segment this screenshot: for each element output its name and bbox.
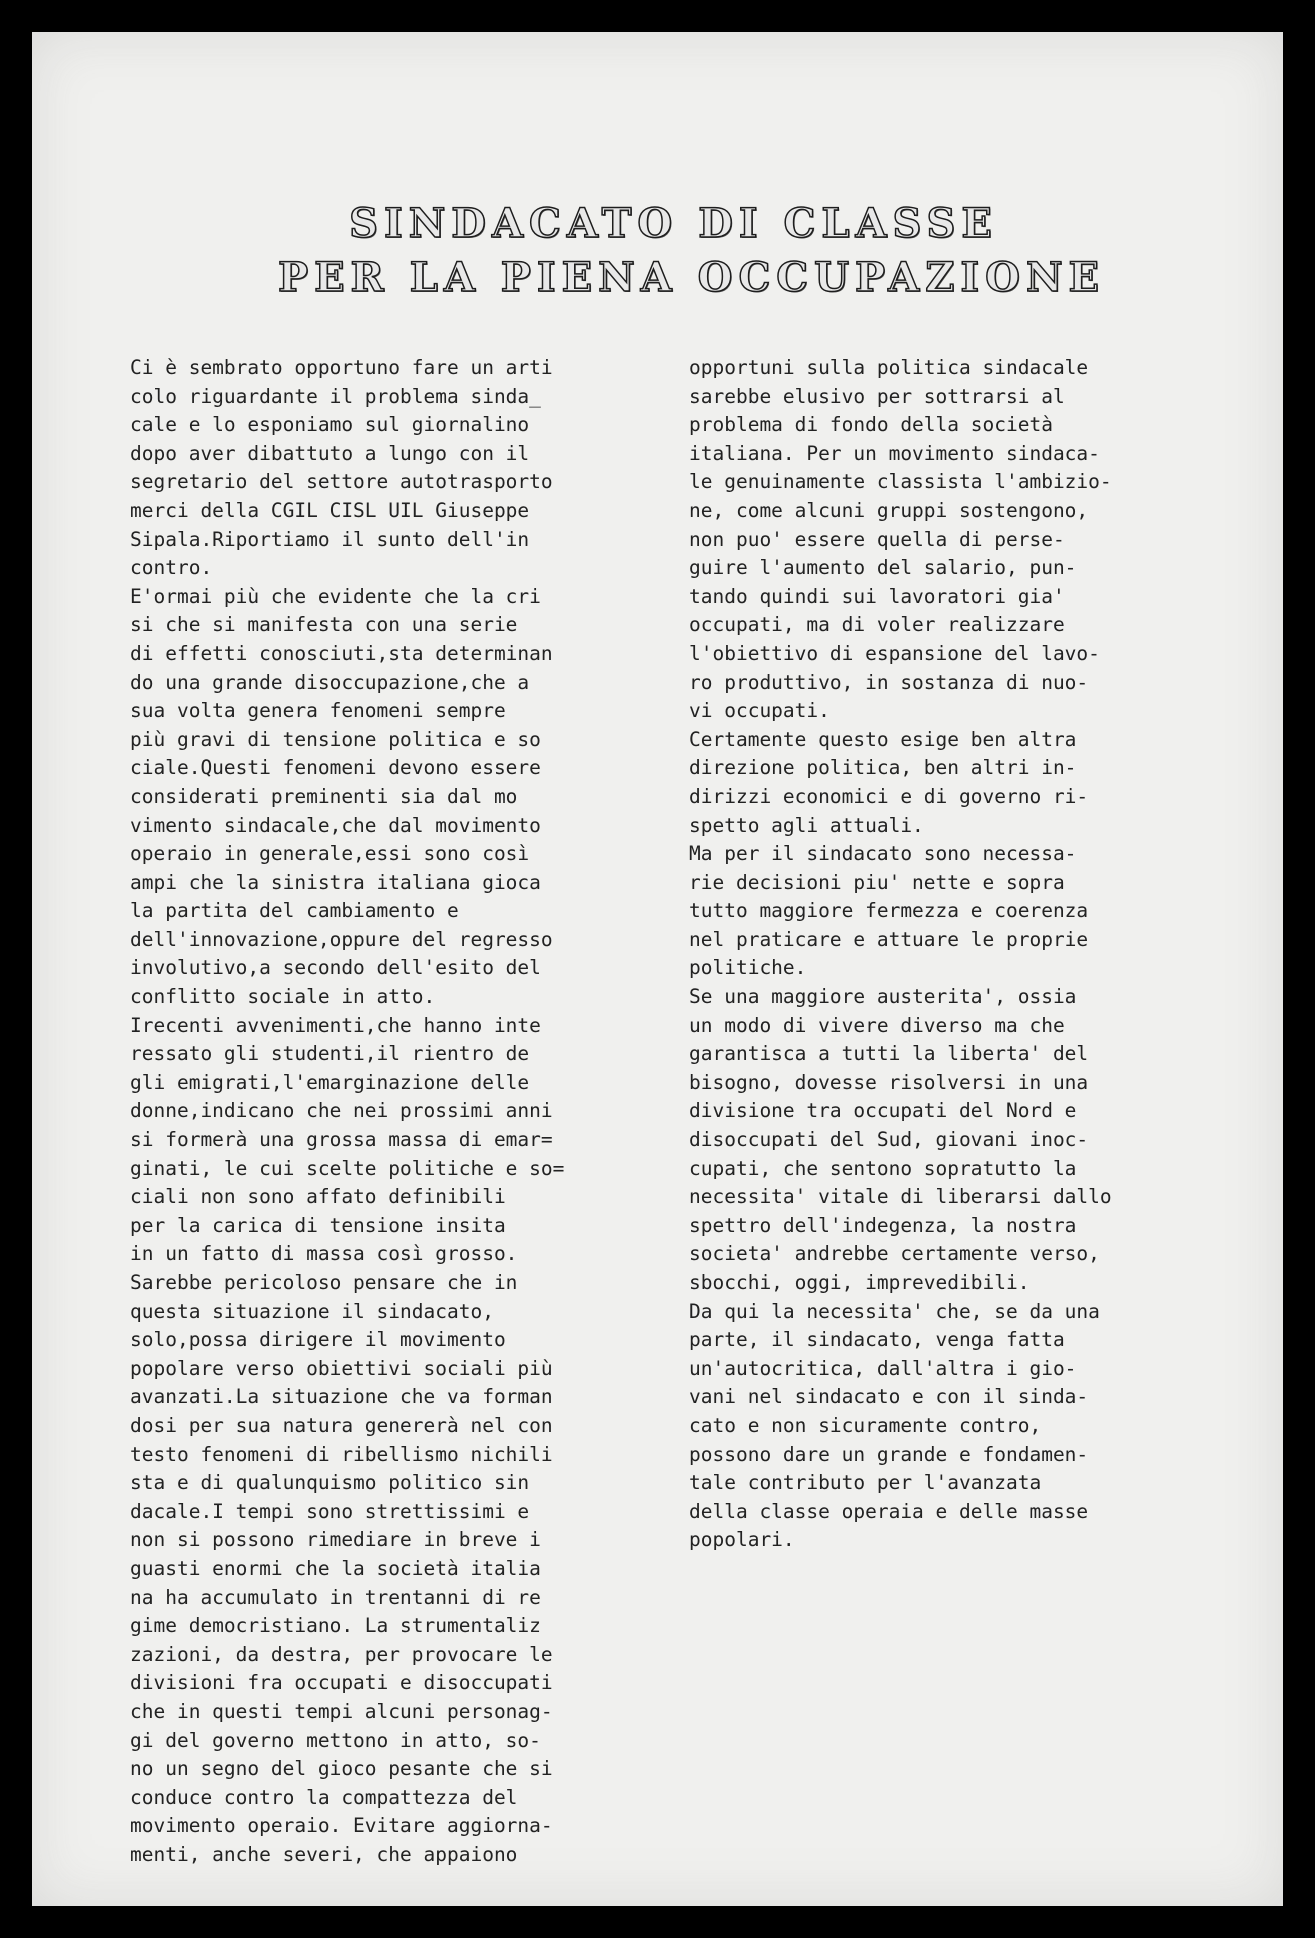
text-line: operaio in generale,essi sono così	[130, 842, 530, 866]
text-line: della classe operaia e delle masse	[689, 1499, 1089, 1523]
text-line: vani nel sindacato e con il sinda-	[689, 1385, 1089, 1409]
text-line: guasti enormi che la società italia	[130, 1556, 541, 1580]
text-line: per la carica di tensione insita	[130, 1213, 506, 1237]
text-line: no un segno del gioco pesante che si	[130, 1757, 553, 1781]
text-line: cale e lo esponiamo sul giornalino	[130, 413, 530, 437]
text-line: societa' andrebbe certamente verso,	[689, 1242, 1100, 1266]
text-line: bisogno, dovesse risolversi in una	[689, 1070, 1089, 1094]
text-line: colo riguardante il problema sinda_	[130, 384, 541, 408]
text-line: conflitto sociale in atto.	[130, 985, 436, 1009]
text-line: solo,possa dirigere il movimento	[130, 1328, 506, 1352]
text-line: dosi per sua natura genererà nel con	[130, 1413, 553, 1437]
text-line: popolari.	[689, 1528, 795, 1552]
text-line: ciale.Questi fenomeni devono essere	[130, 756, 541, 780]
text-line: ginati, le cui scelte politiche e so=	[130, 1156, 565, 1180]
text-line: vi occupati.	[689, 699, 830, 723]
text-line: direzione politica, ben altri in-	[689, 756, 1077, 780]
text-line: cato e non sicuramente contro,	[689, 1413, 1042, 1437]
text-line: tale contributo per l'avanzata	[689, 1471, 1042, 1495]
text-line: merci della CGIL CISL UIL Giuseppe	[130, 498, 530, 522]
text-line: tando quindi sui lavoratori gia'	[689, 584, 1065, 608]
text-line: occupati, ma di voler realizzare	[689, 613, 1065, 637]
text-line: segretario del settore autotrasporto	[130, 470, 553, 494]
text-line: involutivo,a secondo dell'esito del	[130, 956, 541, 980]
text-line: divisioni fra occupati e disoccupati	[130, 1671, 553, 1695]
text-line: la partita del cambiamento e	[130, 899, 459, 923]
text-line: sbocchi, oggi, imprevedibili.	[689, 1271, 1030, 1294]
text-line: cupati, che sentono sopratutto la	[689, 1156, 1077, 1180]
text-line: ressato gli studenti,il rientro de	[130, 1042, 530, 1066]
text-line: popolare verso obiettivi sociali più	[130, 1356, 553, 1380]
text-line: sua volta genera fenomeni sempre	[130, 699, 506, 723]
title-line-2: PER LA PIENA OCCUPAZIONE	[277, 254, 1106, 301]
text-line: si che si manifesta con una serie	[130, 613, 518, 637]
text-line: dacale.I tempi sono strettissimi e	[130, 1499, 530, 1523]
text-line: garantisca a tutti la liberta' del	[689, 1042, 1089, 1066]
text-line: E'ormai più che evidente che la cri	[130, 584, 541, 608]
text-line: movimento operaio. Evitare aggiorna-	[130, 1814, 553, 1838]
text-line: zazioni, da destra, per provocare le	[130, 1642, 553, 1666]
text-line: le genuinamente classista l'ambizio-	[689, 470, 1112, 494]
text-line: dopo aver dibattuto a lungo con il	[130, 441, 530, 465]
text-line: che in questi tempi alcuni personag-	[130, 1699, 553, 1723]
text-line: spetto agli attuali.	[689, 813, 924, 837]
text-line: do una grande disoccupazione,che a	[130, 670, 530, 694]
text-line: in un fatto di massa così grosso.	[130, 1242, 518, 1266]
text-line: parte, il sindacato, venga fatta	[689, 1328, 1065, 1352]
text-line: necessita' vitale di liberarsi dallo	[689, 1185, 1112, 1209]
text-line: un'autocritica, dall'altra i gio-	[689, 1356, 1077, 1380]
right-text-column	[689, 354, 1112, 1555]
text-line: ciali non sono affato definibili	[130, 1185, 506, 1209]
text-line: divisione tra occupati del Nord e	[689, 1099, 1077, 1123]
document-page	[32, 32, 1283, 1906]
text-line: gli emigrati,l'emarginazione delle	[130, 1070, 530, 1094]
text-line: tutto maggiore fermezza e coerenza	[689, 899, 1089, 923]
text-line: più gravi di tensione politica e so	[130, 727, 541, 751]
left-text-column	[130, 354, 564, 1869]
text-line: contro.	[130, 556, 213, 580]
text-line: questa situazione il sindacato,	[130, 1299, 494, 1323]
text-line: opportuni sulla politica sindacale	[689, 356, 1089, 379]
text-line: ampi che la sinistra italiana gioca	[130, 870, 541, 894]
text-line: ne, come alcuni gruppi sostengono,	[689, 498, 1089, 522]
text-line: problema di fondo della società	[689, 413, 1053, 437]
text-line: ro produttivo, in sostanza di nuo-	[689, 670, 1089, 694]
text-line: Sarebbe pericoloso pensare che in	[130, 1271, 518, 1294]
text-line: spettro dell'indegenza, la nostra	[689, 1213, 1077, 1237]
text-line: gime democristiano. La strumentaliz	[130, 1614, 541, 1638]
text-line: dirizzi economici e di governo ri-	[689, 784, 1089, 808]
text-line: donne,indicano che nei prossimi anni	[130, 1099, 553, 1123]
text-line: rie decisioni piu' nette e sopra	[689, 870, 1065, 894]
text-line: sta e di qualunquismo politico sin	[130, 1471, 530, 1495]
text-line: un modo di vivere diverso ma che	[689, 1013, 1065, 1037]
text-line: Se una maggiore austerita', ossia	[689, 985, 1077, 1009]
text-line: na ha accumulato in trentanni di re	[130, 1585, 541, 1609]
text-line: testo fenomeni di ribellismo nichili	[130, 1442, 553, 1466]
text-line: Da qui la necessita' che, se da una	[689, 1299, 1100, 1323]
text-line: gi del governo mettono in atto, so-	[130, 1728, 541, 1752]
text-line: Ma per il sindacato sono necessa-	[689, 842, 1077, 866]
text-line: possono dare un grande e fondamen-	[689, 1442, 1089, 1466]
text-line: conduce contro la compattezza del	[130, 1785, 518, 1809]
text-line: si formerà una grossa massa di emar=	[130, 1128, 553, 1152]
text-line: non puo' essere quella di perse-	[689, 527, 1065, 551]
text-line: Irecenti avvenimenti,che hanno inte	[130, 1013, 541, 1037]
text-line: di effetti conosciuti,sta determinan	[130, 641, 553, 665]
text-line: dell'innovazione,oppure del regresso	[130, 927, 553, 951]
title-line-1: SINDACATO DI CLASSE	[349, 200, 998, 247]
text-line: nel praticare e attuare le proprie	[689, 927, 1089, 951]
text-line: disoccupati del Sud, giovani inoc-	[689, 1128, 1089, 1152]
text-line: politiche.	[689, 956, 807, 980]
text-line: menti, anche severi, che appaiono	[130, 1842, 518, 1866]
text-line: non si possono rimediare in breve i	[130, 1528, 541, 1552]
text-line: Sipala.Riportiamo il sunto dell'in	[130, 527, 530, 551]
text-line: l'obiettivo di espansione del lavo-	[689, 641, 1100, 665]
text-line: considerati preminenti sia dal mo	[130, 784, 518, 808]
text-line: Certamente questo esige ben altra	[689, 727, 1077, 751]
text-line: Ci è sembrato opportuno fare un arti	[130, 356, 553, 379]
text-line: italiana. Per un movimento sindaca-	[689, 441, 1100, 465]
text-line: guire l'aumento del salario, pun-	[689, 556, 1077, 580]
text-line: sarebbe elusivo per sottrarsi al	[689, 384, 1065, 408]
text-line: vimento sindacale,che dal movimento	[130, 813, 541, 837]
text-line: avanzati.La situazione che va forman	[130, 1385, 553, 1409]
